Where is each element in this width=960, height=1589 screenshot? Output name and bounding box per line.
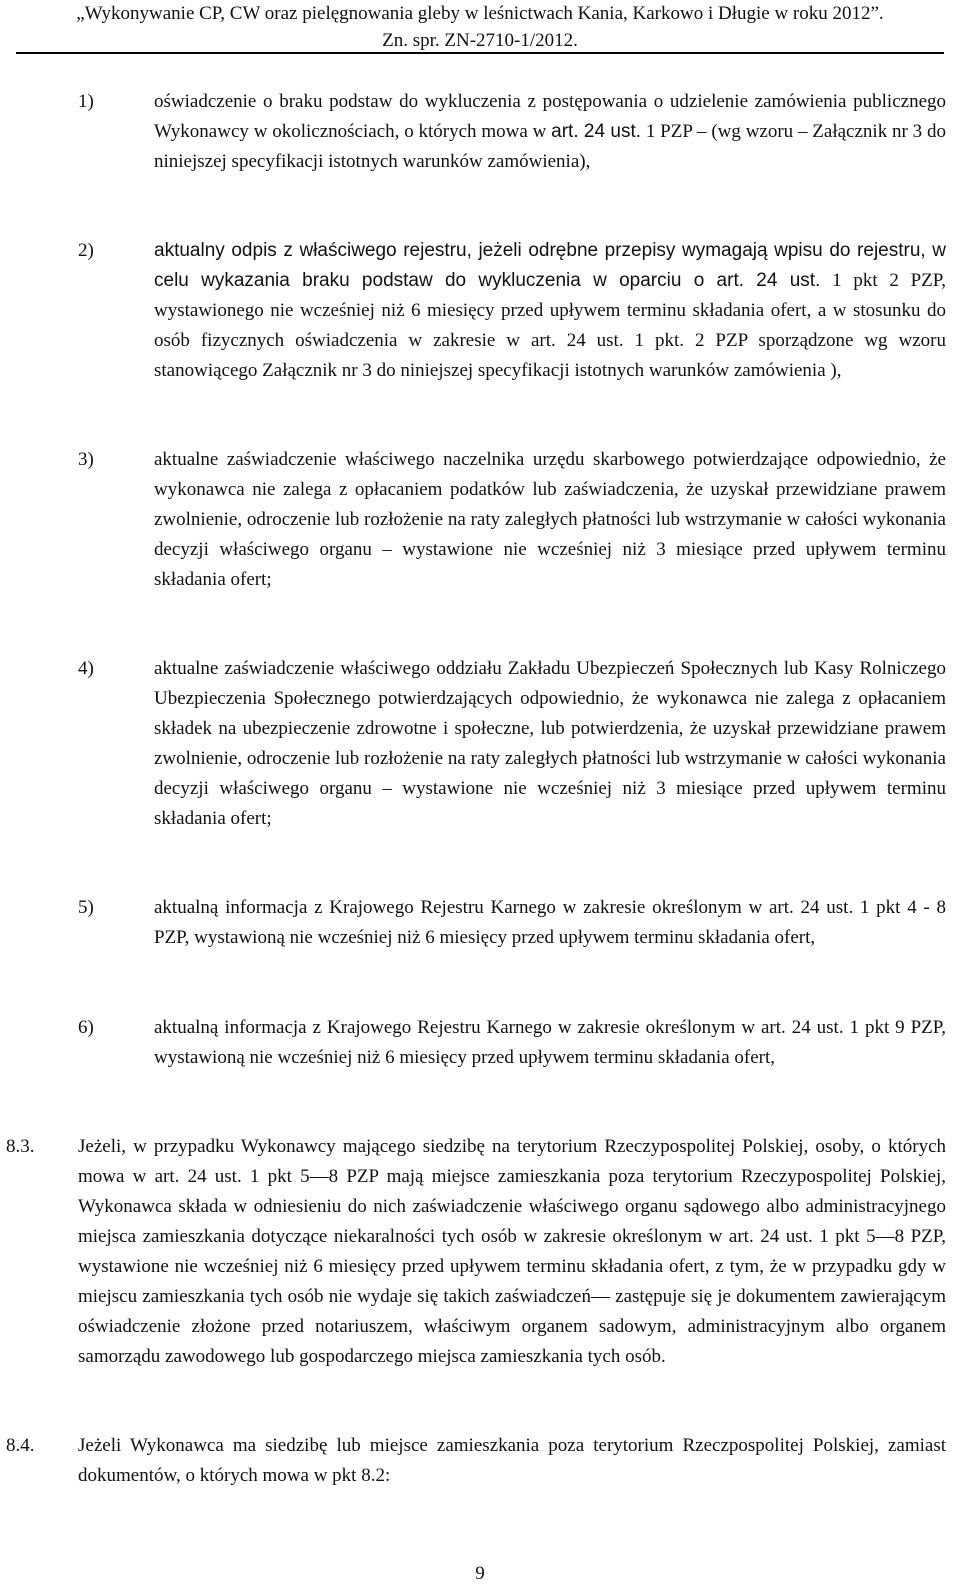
page-number: 9 xyxy=(475,1563,485,1584)
list-item-number: 4) xyxy=(78,658,94,679)
list-item xyxy=(78,654,946,834)
section-paragraph xyxy=(6,1132,946,1372)
header-divider xyxy=(16,52,944,54)
section-text: Jeżeli, w przypadku Wykonawcy mającego siedzibę na terytorium Rzeczypospolitej Polskiej, osoby, o których mowa w art. 24 ust. 1 pkt 5—8 PZP mają miejsce zamieszkania poza terytorium Rzeczypospolitej Polskiej, Wykonawca składa w odniesieniu do nich zaświadczenie właściwego organu sądowego albo administracyjnego miejsca zamieszkania dotyczące niekaralności tych osób w zakresie określonym w art. 24 ust. 1 pkt 5—8 PZP, wystawione nie wcześniej niż 6 miesięcy przed upływem terminu składania ofert, z tym, że w przypadku gdy w miejscu zamieszkania tych osób nie wydaje się takich zaświadczeń— zastępuje się je dokumentem zawierającym oświadczenie złożone przed notariuszem, właściwym organem sadowym, administracyjnym albo organem samorządu zawodowego lub gospodarczego miejsca zamieszkania tych osób. xyxy=(78,1136,946,1367)
list-item xyxy=(78,87,946,177)
list-item-text: aktualne zaświadczenie właściwego naczelnika urzędu skarbowego potwierdzające odpowiednio, że wykonawca nie zalega z opłacaniem podatków lub zaświadczenia, że uzyskał przewidziane prawem zwolnienie, odroczenie lub rozłożenie na raty zaległych płatności lub wstrzymanie w całości wykonania decyzji właściwego organu – wystawione nie wcześniej niż 3 miesiące przed upływem terminu składania ofert; xyxy=(154,449,946,590)
section-paragraph xyxy=(6,1431,946,1491)
list-item-number: 3) xyxy=(78,449,94,470)
list-item xyxy=(78,445,946,595)
list-item-text: aktualny odpis z właściwego rejestru, jeżeli odrębne przepisy wymagają wpisu do rejestru, w celu wykazania braku podstaw do wykluczenia w oparciu o art. 24 ust. 1 pkt 2 PZP, wystawionego nie wcześniej niż 6 miesięcy przed upływem terminu składania ofert, a w stosunku do osób fizycznych oświadczenia w zakresie w art. 24 ust. 1 pkt. 2 PZP sporządzone wg wzoru stanowiącego Załącznik nr 3 do niniejszej specyfikacji istotnych warunków zamówienia ), xyxy=(154,240,946,381)
list-item-text: aktualną informacja z Krajowego Rejestru Karnego w zakresie określonym w art. 24 ust. 1 pkt 9 PZP, wystawioną nie wcześniej niż 6 miesięcy przed upływem terminu składania ofert, xyxy=(154,1017,946,1068)
list-item-text: oświadczenie o braku podstaw do wykluczenia z postępowania o udzielenie zamówienia publicznego Wykonawcy w okolicznościach, o których mowa w art. 24 ust. 1 PZP – (wg wzoru – Załącznik nr 3 do niniejszej specyfikacji istotnych warunków zamówienia), xyxy=(154,91,946,172)
document-title: „Wykonywanie CP, CW oraz pielęgnowania gleby w leśnictwach Kania, Karkowo i Długie w roku 2012”. xyxy=(76,3,884,24)
section-number: 8.4. xyxy=(6,1435,35,1456)
section-text: Jeżeli Wykonawca ma siedzibę lub miejsce zamieszkania poza terytorium Rzeczpospolitej Polskiej, zamiast dokumentów, o których mowa w pkt 8.2: xyxy=(78,1435,946,1486)
list-item xyxy=(78,893,946,953)
list-item-text: aktualną informacja z Krajowego Rejestru Karnego w zakresie określonym w art. 24 ust. 1 pkt 4 - 8 PZP, wystawioną nie wcześniej niż 6 miesięcy przed upływem terminu składania ofert, xyxy=(154,897,946,948)
section-number: 8.3. xyxy=(6,1136,35,1157)
case-reference: Zn. spr. ZN-2710-1/2012. xyxy=(382,30,578,51)
list-item-number: 5) xyxy=(78,897,94,918)
list-item-number: 2) xyxy=(78,240,94,261)
list-item-number: 1) xyxy=(78,91,94,112)
list-item xyxy=(78,236,946,386)
list-item-text: aktualne zaświadczenie właściwego oddziału Zakładu Ubezpieczeń Społecznych lub Kasy Rolniczego Ubezpieczenia Społecznego potwierdzających odpowiednio, że wykonawca nie zalega z opłacaniem składek na ubezpieczenie zdrowotne i społeczne, lub potwierdzenia, że uzyskał przewidziane prawem zwolnienie, odroczenie lub rozłożenie na raty zaległych płatności lub wstrzymanie w całości wykonania decyzji właściwego organu – wystawione nie wcześniej niż 3 miesiące przed upływem terminu składania ofert; xyxy=(154,658,946,829)
list-item xyxy=(78,1013,946,1073)
page-header xyxy=(0,0,960,54)
list-item-number: 6) xyxy=(78,1017,94,1038)
